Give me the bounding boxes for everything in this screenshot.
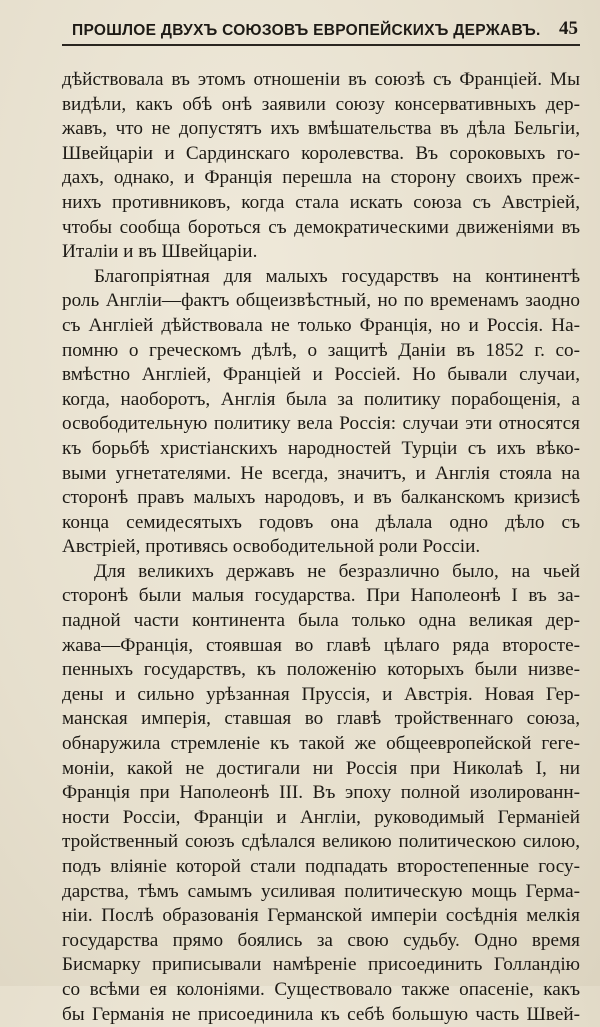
text-line: жава—Францiя, стоявшая во главѣ цѣлаго ряда второсте- [62,634,580,656]
text-line: обнаружила стремленiе къ такой же общеевропейской геге- [62,733,580,755]
text-line: со всѣми ея колонiями. Существовало также опасенiе, какъ [62,978,580,1000]
text-line: дены и сильно урѣзанная Пруссiя, и Австрiя. Новая Гер- [62,683,580,705]
text-line: Францiя при Наполеонѣ III. Въ эпоху полной изолированн- [62,782,580,804]
text-line: когда, наоборотъ, Англiя была за политику порабощенiя, а [62,388,580,410]
text-line: государства прямо боялись за свою судьбу. Одно время [62,929,580,951]
text-line: подъ влiянiе которой стали подпадать второстепенные госу- [62,856,580,877]
text-line: съ Англiей дѣйствовала не только Францiя, но и Россiя. На- [62,314,580,336]
page-header [62,10,580,46]
text-line: дахъ, однако, и Францiя перешла на сторону своихъ преж- [62,167,580,189]
text-line: манская имперiя, ставшая во главѣ тройственнаго союза, [62,708,580,730]
text-line: Италiи и въ Швейцарiи. [62,241,258,263]
body-text [62,68,580,1027]
text-line: къ борьбѣ христiанскихъ народностей Турцiи съ ихъ вѣко- [62,437,580,459]
text-line: жавъ, что не допустятъ ихъ вмѣшательства въ дѣла Бельгiи, [62,118,580,140]
text-line: вмѣстно Англiей, Францiей и Россiей. Но бывали случаи, [62,364,580,386]
text-line: чтобы сообща бороться съ демократическими движенiями въ [62,216,580,238]
text-line: тройственный союзъ сдѣлался великою политическою силою, [62,831,580,853]
text-line: бы Германiя не присоединила къ себѣ большую часть Швей- [62,1003,580,1025]
text-line: конца семидесятыхъ годовъ она дѣлала одно дѣло съ [62,511,580,533]
text-line: сторонѣ правъ малыхъ народовъ, и въ балканскомъ кризисѣ [62,487,580,509]
text-line: дѣйствовала въ этомъ отношенiи въ союзѣ съ Францiей. Мы [62,69,580,90]
text-line: Для великихъ державъ не безразлично было, на чьей [94,560,580,582]
book-page [62,10,580,1027]
paragraph [62,68,580,265]
paragraph [62,265,580,560]
page-number: 45 [559,18,578,39]
text-line: нихъ противниковъ, когда стала искать союза съ Австрiей, [62,191,580,213]
text-line: выми угнетателями. Не всегда, значитъ, и Англiя стояла на [62,462,580,484]
text-line: роль Англiи—фактъ общеизвѣстный, но по временамъ заодно [62,290,580,312]
text-line: ности Россiи, Францiи и Англiи, руководимый Германiей [62,806,580,828]
text-line: Бисмарку приписывали намѣренiе присоединить Голландiю [62,954,580,976]
text-line: падной части континента была только одна великая дер- [62,610,580,632]
text-line: пенныхъ государствъ, къ положенiю которыхъ были низве- [62,659,580,681]
text-line: монiи, какой не достигали ни Россiя при Николаѣ I, ни [62,757,580,779]
text-line: видѣли, какъ обѣ онѣ заявили союзу консервативныхъ дер- [62,93,580,115]
paragraph [62,560,580,1027]
text-line: Благопрiятная для малыхъ государствъ на континентѣ [94,265,580,287]
text-line: Австрiей, противясь освободительной роли Россiи. [62,536,481,558]
text-line: освободительную политику вела Россiя: случаи эти относятся [62,413,580,435]
text-line: сторонѣ были малыя государства. При Наполеонѣ I въ за- [62,585,580,607]
text-line: нiи. Послѣ образованiя Германской имперiи сосѣднiя мелкiя [62,905,580,927]
text-line: помню о греческомъ дѣлѣ, о защитѣ Данiи въ 1852 г. со- [62,339,580,361]
running-title: ПРОШЛОЕ ДВУХЪ СОЮЗОВЪ ЕВРОПЕЙСКИХЪ ДЕРЖАВЪ. [72,22,541,39]
text-line: дарства, тѣмъ самымъ усиливая политическую мощь Герма- [62,880,580,902]
text-line: Швейцарiи и Сардинскаго королевства. Въ сороковыхъ го- [62,142,580,164]
